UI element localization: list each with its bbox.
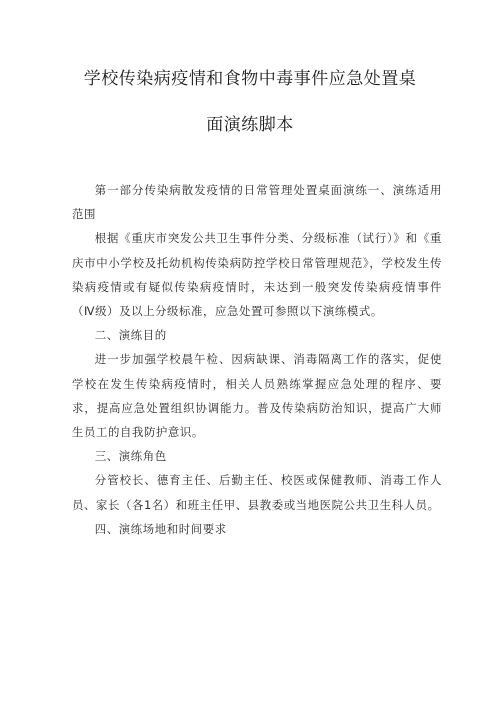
section-heading-venue-time: 四、演练场地和时间要求 xyxy=(94,521,227,536)
paragraph-part-one-heading: 第一部分传染病散发疫情的日常管理处置桌面演练一、演练适用范围 xyxy=(72,183,442,222)
section-heading-purpose: 二、演练目的 xyxy=(94,328,167,343)
paragraph-purpose: 进一步加强学校晨午检、因病缺课、消毒隔离工作的落实，促使学校在发生传染病疫情时，相关人员熟练掌握应急处理的程序、要求，提高应急处置组织协调能力。普及传染病防治知识，提高广大师生员工的自我防护意识。 xyxy=(72,352,442,440)
document-body xyxy=(72,178,442,541)
document-title-line-1: 学校传染病疫情和食物中毒事件应急处置桌 xyxy=(83,69,417,89)
document-title-line-2: 面演练脚本 xyxy=(206,115,294,135)
paragraph-roles: 分管校长、德育主任、后勤主任、校医或保健教师、消毒工作人员、家长（各1名）和班主任甲、县教委或当地医院公共卫生科人员。 xyxy=(72,473,442,512)
section-heading-roles: 三、演练角色 xyxy=(94,449,167,464)
paragraph-basis: 根据《重庆市突发公共卫生事件分类、分级标准（试行）》和《重庆市中小学校及托幼机构传染病防控学校日常管理规范》，学校发生传染病疫情或有疑似传染病疫情时，未达到一般突发传染病疫情事件（Ⅳ级）及以上分级标准，应急处置可参照以下演练模式。 xyxy=(72,231,442,319)
